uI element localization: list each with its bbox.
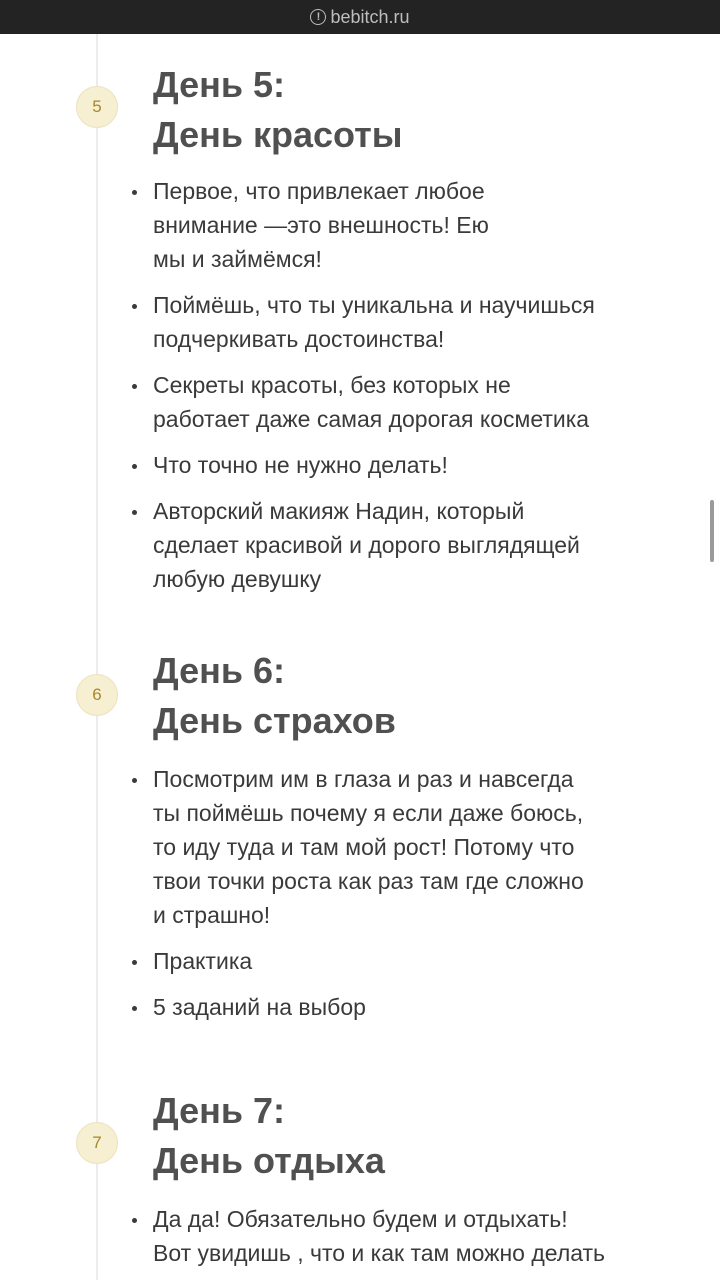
browser-address-bar[interactable] bbox=[0, 0, 720, 34]
list-item: Секреты красоты, без которых не работает даже самая дорогая косметика bbox=[130, 368, 650, 436]
day-5-title-line1: День 5: bbox=[153, 64, 285, 105]
day-badge-7: 7 bbox=[76, 1122, 118, 1164]
day-6-title-line1: День 6: bbox=[153, 650, 285, 691]
list-item: Да да! Обязательно будем и отдыхать! Вот увидишь , что и как там можно делать bbox=[130, 1202, 650, 1270]
list-item: Поймёшь, что ты уникальна и научишься подчеркивать достоинства! bbox=[130, 288, 650, 356]
day-7-title bbox=[153, 1086, 673, 1186]
day-5-bullet-list bbox=[130, 174, 650, 596]
day-6-title bbox=[153, 646, 673, 746]
day-badge-6: 6 bbox=[76, 674, 118, 716]
list-item: Авторский макияж Надин, который сделает красивой и дорого выглядящей любую девушку bbox=[130, 494, 650, 596]
day-6-bullet-list bbox=[130, 762, 650, 1024]
url-text: bebitch.ru bbox=[330, 6, 410, 27]
scrollbar-thumb[interactable] bbox=[710, 500, 714, 562]
list-item: Первое, что привлекает любое внимание —это внешность! Ею мы и займёмся! bbox=[130, 174, 650, 276]
day-5-title-line2: День красоты bbox=[153, 114, 403, 155]
day-7-bullet-list bbox=[130, 1202, 650, 1270]
day-5-title bbox=[153, 60, 673, 160]
info-circle-icon[interactable]: ! bbox=[310, 9, 326, 25]
list-item: Посмотрим им в глаза и раз и навсегда ты поймёшь почему я если даже боюсь, то иду туда и там мой рост! Потому что твои точки роста как раз там где сложно и страшно! bbox=[130, 762, 650, 932]
day-7-title-line1: День 7: bbox=[153, 1090, 285, 1131]
day-7-title-line2: День отдыха bbox=[153, 1140, 385, 1181]
list-item: Что точно не нужно делать! bbox=[130, 448, 650, 482]
list-item: 5 заданий на выбор bbox=[130, 990, 650, 1024]
list-item: Практика bbox=[130, 944, 650, 978]
day-6-title-line2: День страхов bbox=[153, 700, 396, 741]
timeline-line bbox=[96, 34, 98, 1280]
day-badge-5: 5 bbox=[76, 86, 118, 128]
